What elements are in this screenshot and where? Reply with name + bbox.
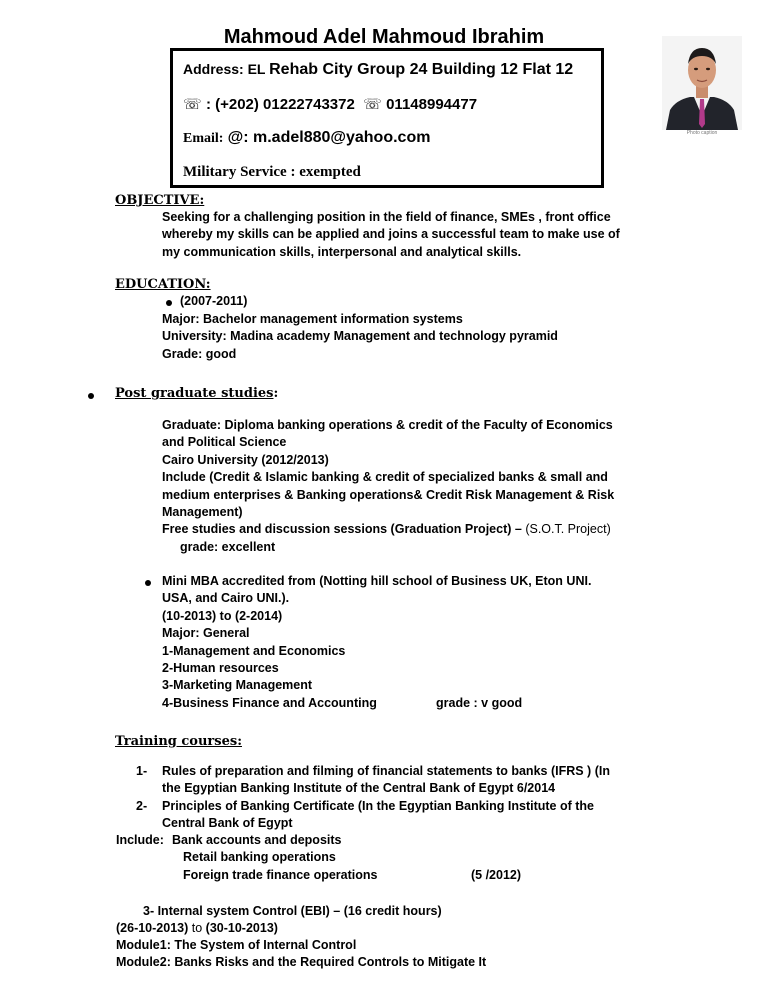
- education-grade: Grade: good: [162, 346, 237, 361]
- postgrad-heading-colon: :: [273, 386, 279, 401]
- postgrad-grade: grade: excellent: [180, 539, 276, 554]
- objective-line: my communication skills, interpersonal and analytical skills.: [162, 244, 522, 259]
- postgrad-heading-text: Post graduate studies: [115, 386, 274, 401]
- postgrad-project: [162, 521, 614, 538]
- training-line: the Egyptian Banking Institute of the Central Bank of Egypt 6/2014: [162, 781, 556, 796]
- postgrad-details: [162, 417, 614, 556]
- contact-box: [170, 48, 604, 188]
- email-label: Email:: [183, 131, 224, 146]
- include-date: (5 /2012): [471, 868, 522, 882]
- phone-icon-2: ☏: [363, 96, 382, 113]
- email-value: @: m.adel880@yahoo.com: [227, 129, 431, 146]
- education-details: [162, 311, 558, 363]
- mba-details: [162, 573, 591, 712]
- address-line: [183, 61, 573, 79]
- mba-line: Major: General: [162, 626, 250, 641]
- education-major: Major: Bachelor management information systems: [162, 312, 463, 326]
- postgrad-line: Include (Credit & Islamic banking & credit of specialized banks & small and: [162, 470, 608, 485]
- bullet-icon: [166, 300, 172, 306]
- training-heading: Training courses:: [115, 734, 242, 749]
- training-line: Central Bank of Egypt: [162, 816, 293, 831]
- include-item: Retail banking operations: [183, 850, 336, 865]
- objective-line: whereby my skills can be applied and joins a successful team to make use of: [162, 227, 620, 242]
- objective-heading: OBJECTIVE:: [115, 193, 205, 208]
- training-item-3-start: (26-10-2013): [116, 921, 189, 935]
- training-item-3-to: to: [191, 921, 203, 935]
- education-university: University: Madina academy Management and technology pyramid: [162, 329, 558, 344]
- person-photo-icon: [662, 36, 742, 130]
- photo-caption: Photo caption: [686, 130, 718, 136]
- postgrad-project-note: (S.O.T. Project): [525, 522, 611, 537]
- training-module-1: Module1: The System of Internal Control: [116, 938, 357, 952]
- mba-grade: grade : v good: [436, 695, 523, 710]
- include-label: Include:: [116, 833, 164, 847]
- candidate-name: Mahmoud Adel Mahmoud Ibrahim: [223, 26, 545, 48]
- education-heading: EDUCATION:: [115, 277, 211, 292]
- postgrad-line: and Political Science: [162, 435, 287, 450]
- mba-line: 3-Marketing Management: [162, 678, 313, 693]
- training-module-2: Module2: Banks Risks and the Required Controls to Mitigate It: [116, 955, 487, 969]
- mba-line: USA, and Cairo UNI.).: [162, 591, 290, 606]
- postgrad-line: Cairo University (2012/2013): [162, 452, 329, 467]
- training-item-1: [162, 763, 610, 798]
- postgrad-line: medium enterprises & Banking operations& Credit Risk Management & Risk: [162, 487, 615, 502]
- phone-line: [183, 95, 477, 113]
- mba-line: 2-Human resources: [162, 661, 279, 676]
- postgrad-heading: [115, 386, 278, 401]
- training-item-3-end: (30-10-2013): [205, 921, 278, 935]
- education-years: (2007-2011): [180, 294, 248, 308]
- mba-line: Mini MBA accredited from (Notting hill school of Business UK, Eton UNI.: [162, 574, 592, 588]
- training-item-3: 3- Internal system Control (EBI) – (16 credit hours): [143, 904, 442, 918]
- postgrad-project-text: Free studies and discussion sessions (Graduation Project) –: [162, 522, 522, 537]
- include-item: Foreign trade finance operations: [183, 867, 378, 882]
- include-list: [172, 832, 378, 884]
- profile-photo: [662, 36, 742, 130]
- training-item-2: [162, 798, 594, 833]
- mba-line: (10-2013) to (2-2014): [162, 608, 283, 623]
- bullet-icon: [145, 580, 151, 586]
- training-item-1-number: 1-: [136, 764, 148, 778]
- objective-text: [162, 209, 620, 261]
- email-line: [183, 129, 430, 147]
- address-label: Address: EL: [183, 61, 266, 77]
- bullet-icon: [88, 393, 94, 399]
- training-line: Rules of preparation and filming of financial statements to banks (IFRS ) (In: [162, 764, 610, 778]
- phone-1: : (+202) 01222743372: [205, 96, 355, 113]
- training-item-2-number: 2-: [136, 799, 148, 813]
- training-item-3-dates: [116, 920, 278, 937]
- training-line: Principles of Banking Certificate (In the Egyptian Banking Institute of the: [162, 799, 594, 813]
- phone-2: 01148994477: [386, 96, 478, 113]
- postgrad-line: Management): [162, 505, 243, 520]
- postgrad-line: Graduate: Diploma banking operations & credit of the Faculty of Economics: [162, 418, 613, 432]
- military-status: Military Service : exempted: [183, 164, 361, 180]
- mba-line: 1-Management and Economics: [162, 643, 346, 658]
- objective-line: Seeking for a challenging position in the field of finance, SMEs , front office: [162, 210, 611, 224]
- include-item: Bank accounts and deposits: [172, 833, 342, 847]
- mba-last-line: [162, 695, 591, 712]
- mba-last-subject: 4-Business Finance and Accounting: [162, 695, 377, 710]
- phone-icon: ☏: [183, 96, 202, 113]
- address-value: Rehab City Group 24 Building 12 Flat 12: [269, 61, 574, 78]
